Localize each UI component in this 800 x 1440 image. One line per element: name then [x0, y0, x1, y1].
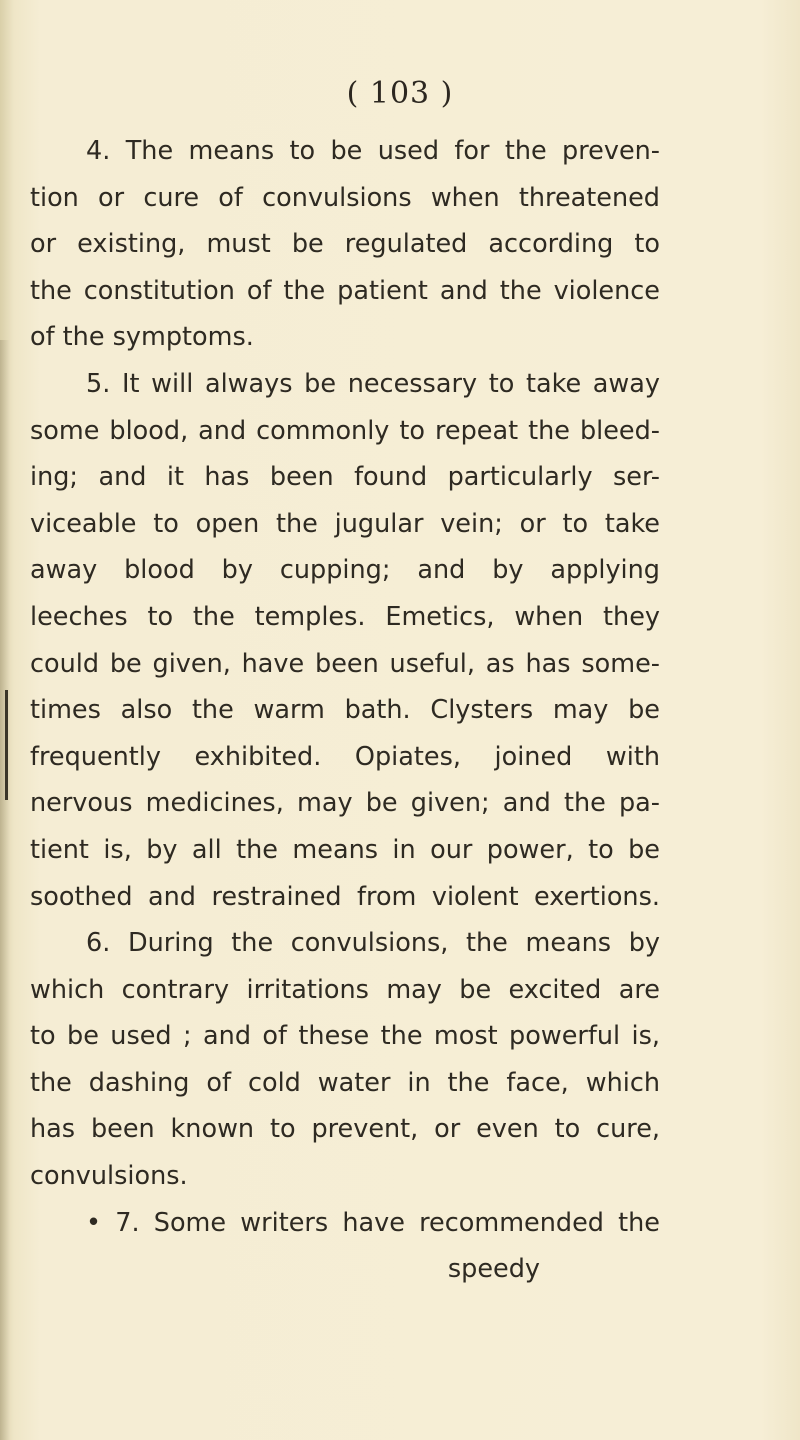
text-line: 5. It will always be necessary to take away — [86, 368, 660, 399]
text-line: has been known to prevent, or even to cure, — [30, 1114, 660, 1145]
text-line: ing; and it has been found particularly ser- — [30, 462, 660, 493]
text-line: of the symptoms. — [30, 322, 254, 353]
page-number: ( 103 ) — [346, 76, 454, 111]
text-line: could be given, have been useful, as has some- — [30, 648, 660, 679]
text-line: the dashing of cold water in the face, which — [30, 1067, 660, 1098]
text-line: tient is, by all the means in our power, to be — [30, 834, 660, 865]
text-line: times also the warm bath. Clysters may be — [30, 695, 660, 726]
text-line: or existing, must be regulated according to — [30, 229, 660, 260]
text-line: • 7. Some writers have recommended the — [86, 1207, 660, 1238]
text-line: tion or cure of convulsions when threatened — [30, 182, 660, 213]
body-text — [30, 128, 660, 1293]
text-line: viceable to open the jugular vein; or to take — [30, 508, 660, 539]
text-line: away blood by cupping; and by applying — [30, 555, 660, 586]
binding-shadow — [0, 340, 10, 1440]
catchword: speedy — [447, 1254, 540, 1285]
text-line: some blood, and commonly to repeat the bleed- — [30, 415, 660, 446]
text-line: which contrary irritations may be excited are — [30, 974, 660, 1005]
binding-edge-line — [5, 690, 8, 800]
text-line: convulsions. — [30, 1161, 188, 1192]
text-line: soothed and restrained from violent exertions. — [30, 881, 660, 912]
text-line: 6. During the convulsions, the means by — [86, 928, 660, 959]
text-line: to be used ; and of these the most powerful is, — [30, 1021, 660, 1052]
text-line: frequently exhibited. Opiates, joined with — [30, 741, 660, 772]
text-line: nervous medicines, may be given; and the pa- — [30, 788, 660, 819]
text-line: leeches to the temples. Emetics, when they — [30, 601, 660, 632]
text-line: the constitution of the patient and the violence — [30, 275, 660, 306]
text-line: 4. The means to be used for the preven- — [86, 136, 660, 166]
